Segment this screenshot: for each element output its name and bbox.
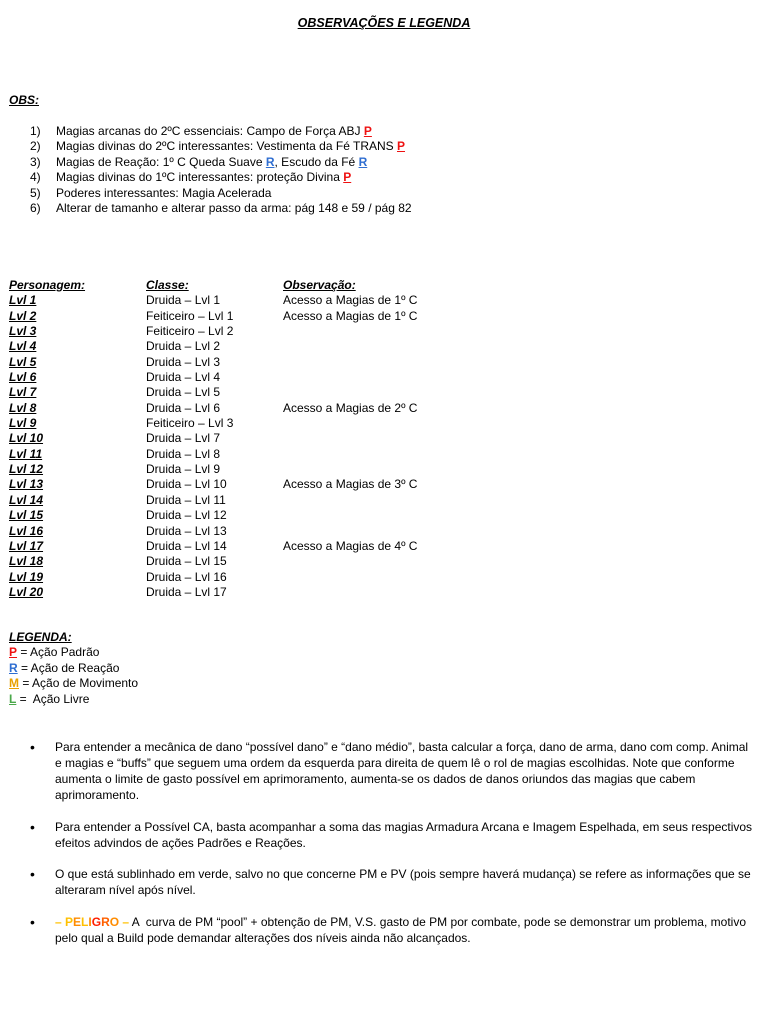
- table-row: [9, 585, 483, 600]
- table-row: [9, 293, 483, 308]
- note-text: Para entender a mecânica de dano “possível dano” e “dano médio”, basta calcular a força, dano de arma, dano com comp. Animal e magias e “buffs” que seguem uma ordem da esquerda para direita de quem lê o rol de magias escolhidas. Note que conforme aumenta o limite de gasto possível em aprimoramento, aumenta-se os dados de danos oriundos das magias que cabem aprimoramento.: [55, 740, 749, 802]
- cell-classe: Feiticeiro – Lvl 3: [146, 416, 234, 431]
- tag-reacao: R: [265, 154, 275, 169]
- cell-level: Lvl 16: [9, 523, 44, 538]
- cell-level: Lvl 12: [9, 462, 44, 477]
- cell-level: Lvl 7: [9, 385, 37, 400]
- header-observacao: Observação:: [283, 278, 356, 292]
- notes-list: [30, 739, 758, 961]
- peligro-letter: E: [73, 914, 82, 929]
- cell-observacao: [283, 416, 483, 431]
- cell-level: Lvl 13: [9, 477, 44, 492]
- table-row: [9, 385, 483, 400]
- table-row: [9, 524, 483, 539]
- tag-reacao: R: [358, 154, 368, 169]
- obs-number: 1): [30, 124, 41, 138]
- note-item: [30, 739, 758, 803]
- cell-level: Lvl 11: [9, 446, 43, 461]
- legend-key: M: [9, 676, 19, 691]
- cell-observacao: [283, 447, 483, 462]
- header-personagem: Personagem:: [9, 278, 86, 292]
- peligro-text: A curva de PM “pool” + obtenção de PM, V.S. gasto de PM por combate, pode se demonstrar um problema, motivo pelo qual a Build pode demandar alterações dos níveis ainda não alcançados.: [55, 914, 750, 945]
- cell-observacao: [283, 339, 483, 354]
- note-text: [55, 914, 758, 946]
- cell-level: Lvl 3: [9, 324, 37, 339]
- cell-level: Lvl 8: [9, 400, 37, 415]
- cell-level: Lvl 4: [9, 339, 37, 354]
- table-row: [9, 570, 483, 585]
- cell-observacao: [283, 462, 483, 477]
- bullet-icon: •: [30, 739, 35, 755]
- note-text: O que está sublinhado em verde, salvo no que concerne PM e PV (pois sempre haverá mudança) se refere as informações que se alteraram nível após nível.: [55, 867, 751, 897]
- cell-observacao: [283, 570, 483, 585]
- table-row: [9, 447, 483, 462]
- cell-observacao: Acesso a Magias de 3º C: [283, 477, 418, 492]
- peligro-warning: [55, 915, 129, 929]
- cell-level: Lvl 5: [9, 354, 37, 369]
- peligro-letter: L: [81, 914, 89, 929]
- cell-observacao: Acesso a Magias de 4º C: [283, 538, 418, 553]
- cell-classe: Druida – Lvl 2: [146, 339, 221, 354]
- legend-text: = Ação Livre: [16, 691, 90, 706]
- obs-text: Magias divinas do 2ºC interessantes: Vestimenta da Fé TRANS: [56, 139, 397, 154]
- obs-text: Magias divinas do 1ºC interessantes: proteção Divina: [56, 170, 344, 185]
- obs-number: 2): [30, 139, 41, 154]
- obs-item-6: [30, 201, 412, 216]
- bullet-icon: •: [30, 818, 35, 835]
- cell-level: Lvl 2: [9, 308, 37, 323]
- cell-classe: Druida – Lvl 3: [146, 354, 221, 369]
- table-body: [9, 293, 483, 600]
- cell-classe: Druida – Lvl 6: [146, 400, 221, 415]
- obs-text: Poderes interessantes: Magia Acelerada: [56, 185, 272, 200]
- cell-level: Lvl 18: [9, 554, 44, 569]
- legend-item-livre: [9, 692, 138, 707]
- table-row: [9, 355, 483, 370]
- cell-classe: Druida – Lvl 12: [146, 508, 227, 523]
- obs-text: Alterar de tamanho e alterar passo da arma: pág 148 e 59 / pág 82: [56, 201, 412, 216]
- table-row: [9, 477, 483, 492]
- table-row: [9, 539, 483, 554]
- cell-observacao: [283, 370, 483, 385]
- cell-level: Lvl 9: [9, 416, 37, 431]
- cell-classe: Druida – Lvl 4: [146, 370, 221, 385]
- table-row: [9, 493, 483, 508]
- tag-padrao: P: [343, 170, 352, 185]
- legend-item-reacao: [9, 661, 138, 676]
- cell-observacao: [283, 524, 483, 539]
- peligro-letter: R: [101, 914, 110, 929]
- legend-text: = Ação Padrão: [17, 645, 100, 660]
- obs-item-1: [30, 124, 412, 139]
- obs-text: Magias arcanas do 2ºC essenciais: Campo de Força ABJ: [56, 124, 364, 138]
- cell-classe: Druida – Lvl 17: [146, 584, 227, 599]
- cell-observacao: [283, 431, 483, 446]
- page-title: OBSERVAÇÕES E LEGENDA: [297, 16, 471, 30]
- cell-classe: Druida – Lvl 9: [146, 462, 221, 477]
- obs-text: Magias de Reação: 1º C Queda Suave: [56, 154, 266, 169]
- cell-classe: Druida – Lvl 16: [146, 569, 227, 584]
- table-row: [9, 431, 483, 446]
- legend-text: = Ação de Reação: [17, 660, 120, 675]
- table-row: [9, 401, 483, 416]
- cell-level: Lvl 20: [9, 584, 44, 599]
- legend-key: R: [9, 660, 18, 675]
- tag-padrao: P: [397, 139, 406, 154]
- obs-number: 3): [30, 154, 41, 169]
- legend: [9, 630, 138, 707]
- legend-key: L: [9, 691, 17, 706]
- obs-list: [30, 124, 412, 216]
- peligro-letter: I: [88, 914, 92, 929]
- table-header: [9, 278, 483, 293]
- peligro-dash: –: [119, 914, 130, 929]
- legend-heading: LEGENDA:: [9, 630, 72, 644]
- cell-level: Lvl 1: [9, 293, 37, 308]
- level-table: [9, 278, 483, 600]
- cell-classe: Druida – Lvl 13: [146, 523, 227, 538]
- table-row: [9, 554, 483, 569]
- cell-classe: Druida – Lvl 5: [146, 385, 221, 400]
- table-row: [9, 370, 483, 385]
- obs-number: 4): [30, 170, 41, 185]
- obs-number: 6): [30, 201, 41, 216]
- peligro-letter: O: [109, 914, 120, 929]
- obs-number: 5): [30, 185, 41, 200]
- cell-observacao: [283, 585, 483, 600]
- bullet-icon: •: [30, 913, 35, 930]
- tag-padrao: P: [363, 124, 372, 138]
- peligro-letter: G: [91, 914, 102, 929]
- legend-item-movimento: [9, 676, 138, 691]
- cell-classe: Druida – Lvl 15: [146, 554, 227, 569]
- cell-observacao: [283, 554, 483, 569]
- cell-level: Lvl 17: [9, 538, 44, 553]
- note-item: [30, 866, 758, 898]
- cell-classe: Druida – Lvl 1: [146, 293, 221, 308]
- obs-item-2: [30, 139, 412, 154]
- legend-item-padrao: [9, 645, 138, 660]
- table-row: [9, 416, 483, 431]
- table-row: [9, 309, 483, 324]
- table-row: [9, 339, 483, 354]
- cell-level: Lvl 14: [9, 492, 44, 507]
- cell-observacao: [283, 508, 483, 523]
- note-text: Para entender a Possível CA, basta acompanhar a soma das magias Armadura Arcana e Imagem Espelhada, em seus respectivos efeitos advindos de ações Padrões e Reações.: [55, 819, 753, 850]
- cell-observacao: [283, 493, 483, 508]
- cell-observacao: [283, 355, 483, 370]
- cell-observacao: Acesso a Magias de 2º C: [283, 400, 418, 415]
- cell-level: Lvl 19: [9, 569, 44, 584]
- cell-observacao: Acesso a Magias de 1º C: [283, 308, 418, 323]
- peligro-letter: P: [65, 914, 74, 929]
- cell-observacao: [283, 324, 483, 339]
- cell-observacao: [283, 385, 483, 400]
- table-row: [9, 508, 483, 523]
- cell-classe: Druida – Lvl 10: [146, 477, 227, 492]
- cell-classe: Druida – Lvl 8: [146, 446, 221, 461]
- cell-classe: Druida – Lvl 14: [146, 538, 227, 553]
- cell-classe: Druida – Lvl 7: [146, 431, 221, 446]
- peligro-dash: –: [55, 914, 66, 929]
- obs-item-5: [30, 186, 412, 201]
- cell-classe: Feiticeiro – Lvl 2: [146, 324, 234, 339]
- cell-classe: Druida – Lvl 11: [146, 492, 226, 507]
- header-classe: Classe:: [146, 278, 189, 292]
- note-item-peligro: [30, 914, 758, 946]
- obs-item-4: [30, 170, 412, 185]
- obs-heading: OBS:: [9, 93, 39, 107]
- obs-text: , Escudo da Fé: [274, 154, 359, 169]
- cell-classe: Feiticeiro – Lvl 1: [146, 308, 234, 323]
- table-row: [9, 462, 483, 477]
- cell-observacao: Acesso a Magias de 1º C: [283, 293, 418, 308]
- cell-level: Lvl 10: [9, 431, 44, 446]
- legend-key: P: [9, 645, 18, 660]
- bullet-icon: •: [30, 866, 35, 882]
- cell-level: Lvl 15: [9, 508, 44, 523]
- table-row: [9, 324, 483, 339]
- obs-item-3: [30, 155, 412, 170]
- cell-level: Lvl 6: [9, 370, 37, 385]
- legend-text: = Ação de Movimento: [19, 676, 139, 691]
- note-item: [30, 819, 758, 851]
